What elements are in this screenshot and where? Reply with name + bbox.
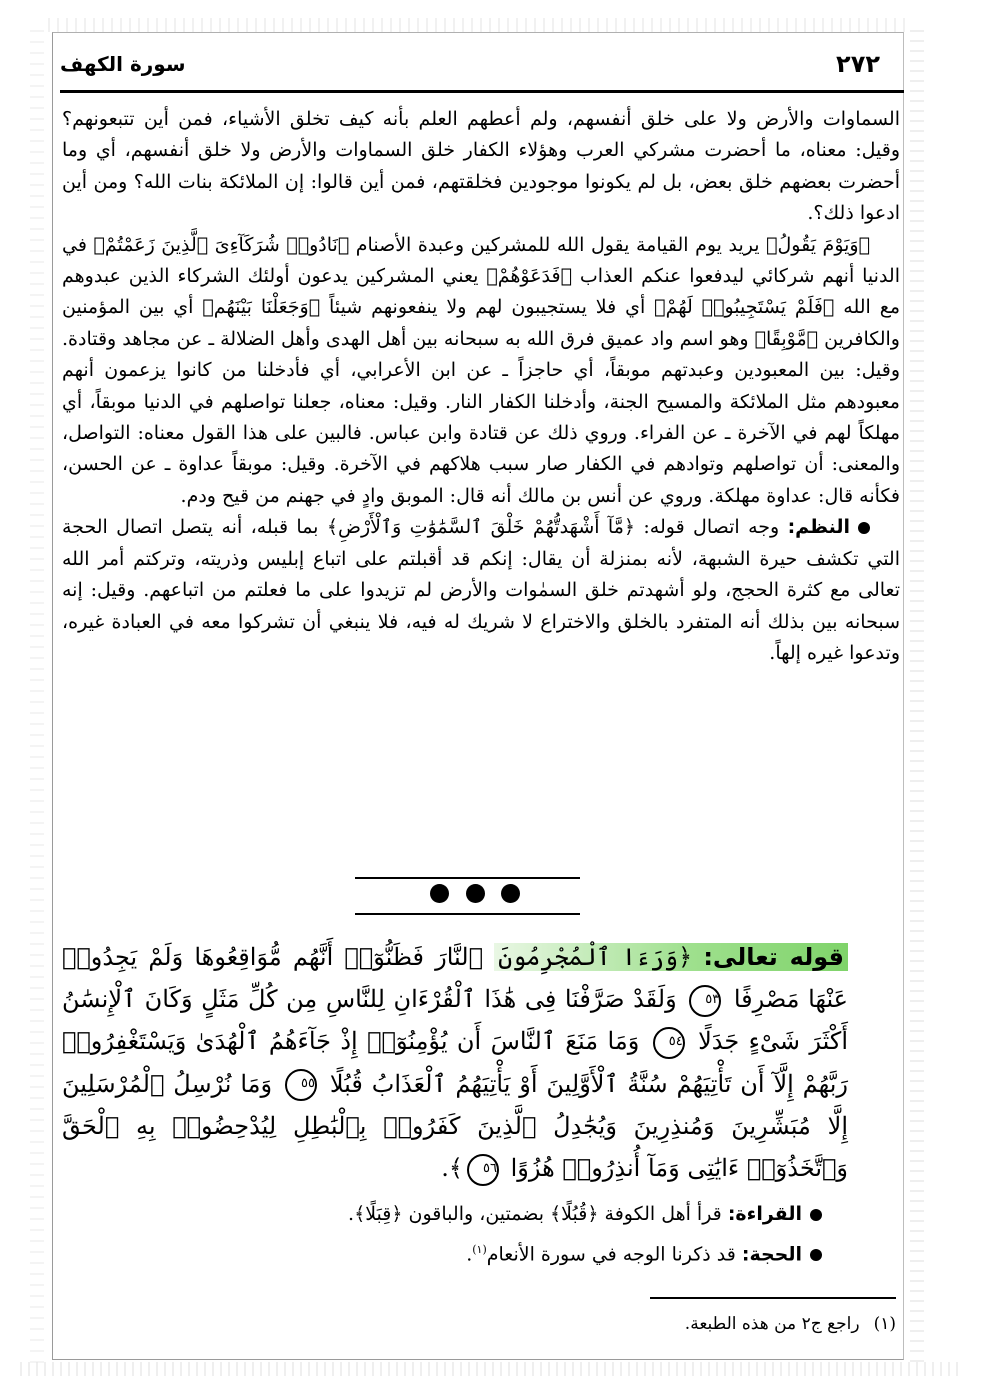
nazm-label: النظم: <box>787 516 850 539</box>
ayah-number-marker: ٥٥ <box>285 1069 317 1101</box>
footnote-rule <box>650 1297 896 1299</box>
footnote-number: (١) <box>873 1314 896 1334</box>
verse-highlight-text: ﴿وَرَءَا ٱلْمُجْرِمُونَ <box>498 943 693 971</box>
verse-segment: وَلَقَدْ صَرَّفْنَا فِى هَٰذَا ٱلْقُرْءَانِ لِلنَّاسِ مِن كُلِّ مَثَلٍ وَكَانَ ٱلْإِنسَٰنُ أَكْثَرَ شَىْءٍ جَدَلًا <box>62 985 848 1056</box>
commentary-paragraph <box>62 230 900 513</box>
quran-quote: ﴿وَيَوْمَ يَقُولُ﴾ <box>766 233 870 256</box>
quran-quote: ﴿مَّوْبِقًا﴾ <box>754 327 819 350</box>
quran-quote: ﴿فَدَعَوْهُمْ﴾ <box>486 265 573 288</box>
qiraa-item <box>62 1196 822 1232</box>
section-separator <box>430 884 520 906</box>
bullet-icon <box>858 522 870 534</box>
scan-noise-right <box>910 30 924 1365</box>
verse-segment: ٱلنَّارَ فَظَنُّوٓا۟ أَنَّهُم مُّوَاقِعُوهَا وَلَمْ يَجِدُوا۟ عَنْهَا مَصْرِفًا <box>62 943 848 1014</box>
commentary-text: وجه اتصال قوله: <box>635 516 788 539</box>
page-number: ٢٧٢ <box>836 50 880 78</box>
scan-noise-bottom <box>20 1362 960 1376</box>
scan-noise-top <box>48 18 908 32</box>
separator-rule <box>355 913 580 915</box>
qiraa-text: قرأ أهل الكوفة <box>598 1203 728 1225</box>
ayah-number-marker: ٥٣ <box>689 985 721 1017</box>
separator-dot-icon <box>466 884 485 903</box>
hujja-item <box>62 1232 822 1272</box>
footnote-reference[interactable]: (١) <box>472 1243 487 1256</box>
separator-dot-icon <box>501 884 520 903</box>
quran-quote: ﴿مَّآ أَشْهَدتُّهُمْ خَلْقَ ٱلسَّمَٰوَٰتِ وَٱلْأَرْضِ﴾ <box>326 516 635 539</box>
commentary-text: وهو اسم واد عميق فرق الله به سبحانه بين أهل الهدى وأهل الضلالة ـ عن مجاهد وقتادة. وقيل: بين المعبودين وعبدتهم موبقاً، أي حاجزاً ـ عن ابن الأعرابي، أي فأدخلنا من كانوا يزعمون أنهم معبودهم مثل الملائكة والمسيح الجنة، وأدخلنا الكفار النار. وقيل: معناه، جعلنا تواصلهم في الدنيا موبقاً، أي مهلكاً لهم في الآخرة ـ عن الفراء. وروي ذلك عن قتادة وابن عباس. فالبين على هذا القول معناه: التواصل، والمعنى: أن تواصلهم وتوادهم في الكفار صار سبب هلاكهم في الآخرة. وقيل: موبقاً عداوة ـ عن الحسن، فكأنه قال: عداوة مهلكة. وروي عن أنس بن مالك أنه قال: الموبق وادٍ في جهنم من قيح ودم. <box>62 327 900 507</box>
footnote-text: راجع ج٢ من هذه الطبعة. <box>684 1314 860 1334</box>
footnote <box>560 1311 896 1337</box>
verse-segment: وَمَا نُرْسِلُ ٱلْمُرْسَلِينَ إِلَّا مُبَشِّرِينَ وَمُنذِرِينَ وَيُجَٰدِلُ ٱلَّذِينَ كَفَرُوا۟ بِٱلْبَٰطِلِ لِيُدْحِضُوا۟ بِهِ ٱلْحَقَّ وَٱتَّخَذُوٓا۟ ءَايَٰتِى وَمَآ أُنذِرُوا۟ هُزُوًا <box>62 1069 848 1183</box>
hujja-end: . <box>466 1243 473 1266</box>
hujja-label: الحجة: <box>741 1243 802 1266</box>
verse-block <box>62 936 848 1189</box>
surah-title: سورة الكهف <box>60 52 186 76</box>
qiraa-end: . <box>348 1203 355 1225</box>
highlighted-verse-start <box>494 943 848 971</box>
commentary-text: يعني المشركين يدعون أولئك الشركاء الذين عبدوهم مع الله <box>62 265 901 319</box>
qiraa-text: بضمتين، والباقون <box>402 1203 551 1225</box>
quran-quote: ﴿وَجَعَلْنَا بَيْنَهُم﴾ <box>202 296 321 319</box>
bullet-icon <box>810 1209 822 1221</box>
bullet-icon <box>810 1249 822 1261</box>
quran-quote: ﴿فَلَمْ يَسْتَجِيبُوا۟ لَهُمْ﴾ <box>654 296 835 319</box>
quran-quote: ﴿قِبَلًا﴾ <box>354 1203 403 1225</box>
commentary-text: يريد يوم القيامة يقول الله للمشركين وعبدة الأصنام <box>349 233 767 256</box>
commentary-text: في الدنيا أنهم شركائي ليدفعوا عنكم العذاب <box>62 233 900 288</box>
reading-section <box>62 1196 822 1272</box>
commentary-text: أي بين المؤمنين والكافرين <box>62 296 900 350</box>
separator-rule <box>355 877 580 879</box>
verse-segment: وَمَا مَنَعَ ٱلنَّاسَ أَن يُؤْمِنُوٓا۟ إِذْ جَآءَهُمُ ٱلْهُدَىٰ وَيَسْتَغْفِرُوا۟ رَبَّهُمْ إِلَّآ أَن تَأْتِيَهُمْ سُنَّةُ ٱلْأَوَّلِينَ أَوْ يَأْتِيَهُمُ ٱلْعَذَابُ قُبُلًا <box>62 1027 848 1098</box>
nazm-paragraph <box>62 512 900 669</box>
ayah-number-marker: ٥٤ <box>653 1027 685 1059</box>
verse-text <box>62 936 848 1189</box>
header-rule <box>60 90 904 93</box>
commentary-paragraph: السماوات والأرض ولا على خلق أنفسهم، ولم أعطهم العلم بأنه كيف تخلق الأشياء، فمن أين تتبعونهم؟ وقيل: معناه، ما أحضرت مشركي العرب وهؤلاء الكفار خلق السماوات والأرض ولا خلق أنفسهم، أي وما أحضرت بعضهم خلق بعض، بل لم يكونوا موجودين فخلقتهم، فمن أين قالوا: إن الملائكة بنات الله؟ ومن أين ادعوا ذلك؟. <box>62 108 900 225</box>
scan-noise-left <box>30 30 44 1365</box>
page-header <box>60 50 900 90</box>
commentary-body <box>62 104 900 669</box>
quran-quote: ﴿نَادُوا۟ شُرَكَآءِىَ ٱلَّذِينَ زَعَمْتُمْ﴾ <box>93 233 350 256</box>
ayah-number-marker: ٥٦ <box>467 1154 499 1186</box>
verse-label: قوله تعالى: <box>703 943 845 971</box>
qiraa-label: القراءة: <box>727 1203 802 1225</box>
hujja-text: قد ذكرنا الوجه في سورة الأنعام <box>486 1243 742 1266</box>
quran-quote: ﴿قُبُلًا﴾ <box>550 1203 599 1225</box>
commentary-text: أي فلا يستجيبون لهم ولا ينفعونهم شيئاً <box>320 296 655 319</box>
commentary-text: بما قبله، أنه يتصل اتصال الحجة التي تكشف حيرة الشبهة، لأنه بمنزلة أن يقال: إنكم قد أقبلتم على اتباع إبليس وذريته، وتركتم أمر الله تعالى مع كثرة الحجج، ولو أشهدتم خلق السمٰوات والأرض لم تزيدوا على ما فعلتم من اتباعهم. وقيل: إنه سبحانه بين بذلك أنه المتفرد بالخلق والاختراع لا شريك له فيه، فلا ينبغي أن تشركوا معه في العبادة غيره، وتدعوا غيره إلهاً. <box>62 516 900 664</box>
verse-end: ﴾. <box>441 1154 463 1183</box>
separator-dot-icon <box>430 884 449 903</box>
